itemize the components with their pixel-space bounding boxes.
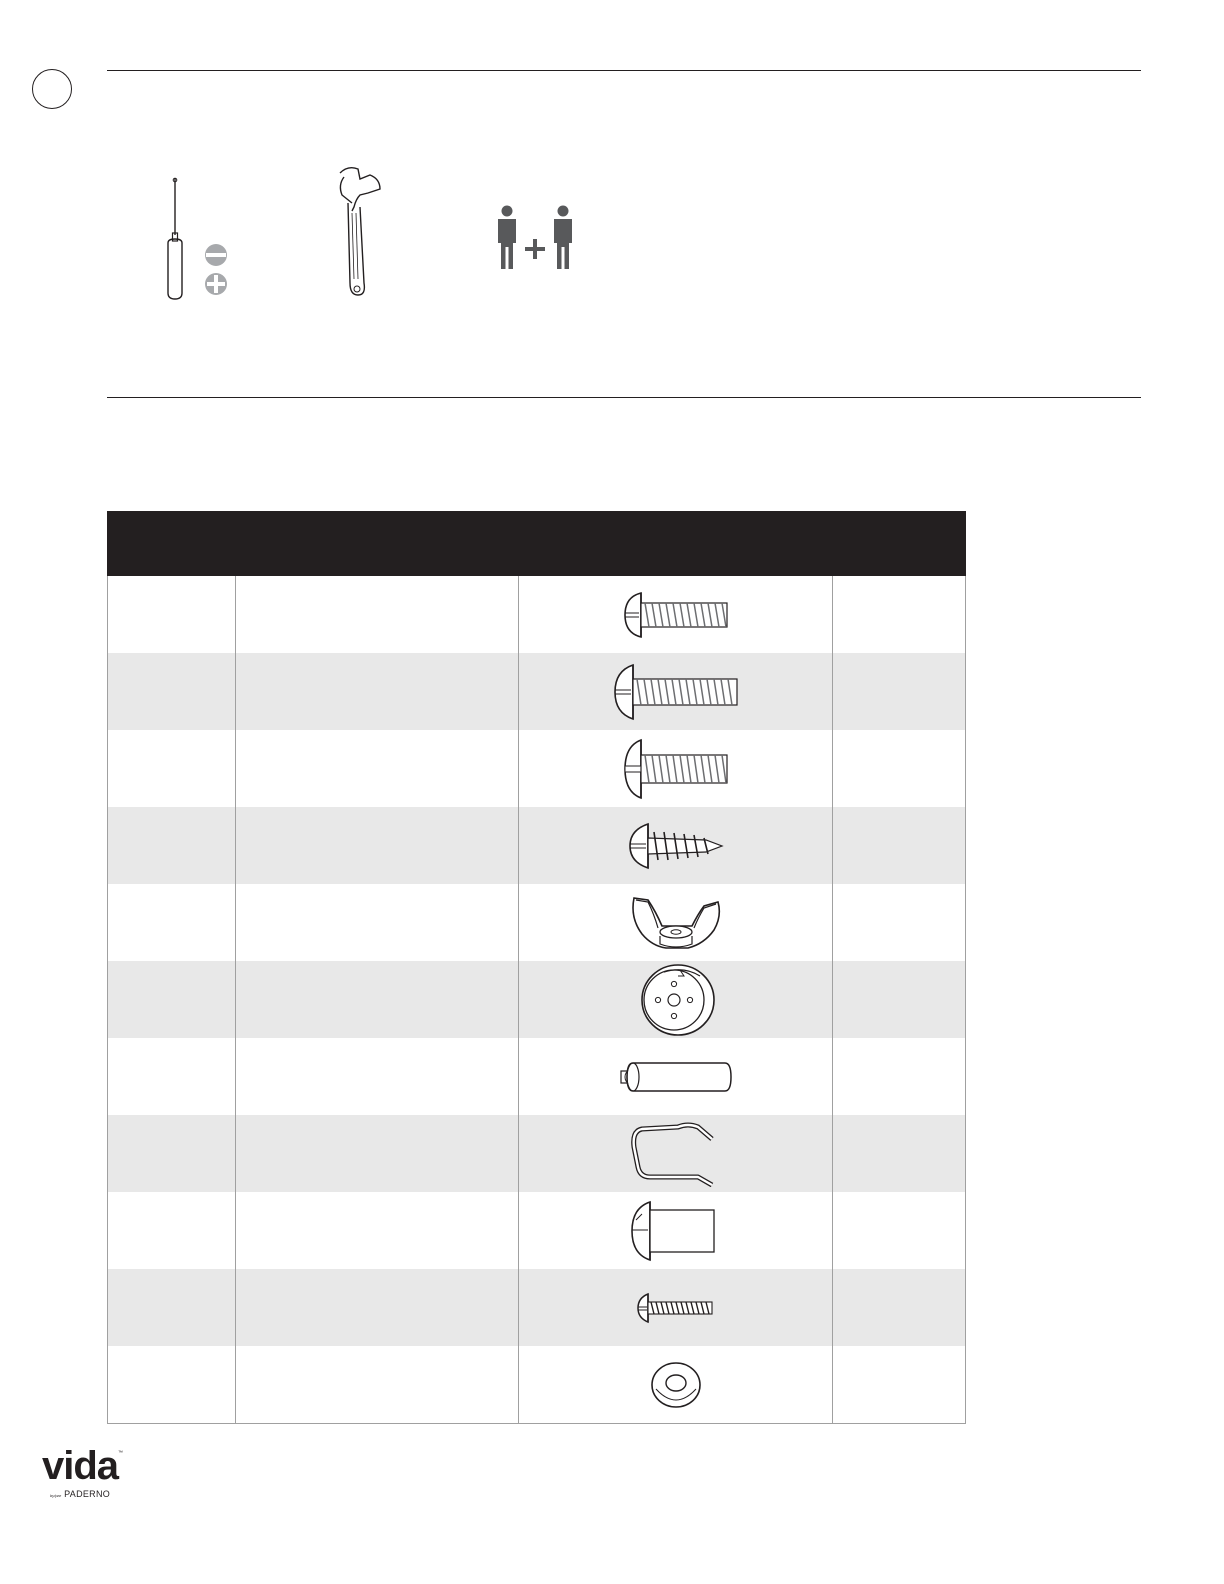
quantity-cell: [833, 653, 966, 730]
key-cell: [108, 884, 236, 961]
table-row: [108, 576, 966, 653]
table-row: [108, 1346, 966, 1424]
brand-wordmark: vida: [42, 1444, 119, 1488]
brand-trademark: ™: [118, 1450, 123, 1456]
step-number-circle: [32, 69, 72, 109]
small-screw-icon: [636, 1288, 716, 1328]
picture-cell: [519, 1346, 833, 1424]
quantity-cell: [833, 807, 966, 884]
description-cell: [236, 653, 519, 730]
picture-cell: [519, 961, 833, 1038]
brand-subline: [50, 1488, 110, 1501]
machine-screw-medium-icon: [621, 587, 731, 643]
description-cell: [236, 884, 519, 961]
quantity-cell: [833, 1269, 966, 1346]
machine-screw-long-icon: [611, 661, 741, 723]
table-row: [108, 1269, 966, 1346]
header-cell-picture: [519, 511, 833, 576]
header-cell-key: [108, 511, 236, 576]
slotted-screw-icon: [621, 736, 731, 802]
quantity-cell: [833, 961, 966, 1038]
two-person-lift-icon: [492, 205, 582, 271]
key-cell: [108, 576, 236, 653]
quantity-cell: [833, 1192, 966, 1269]
key-cell: [108, 1038, 236, 1115]
picture-cell: [519, 576, 833, 653]
description-cell: [236, 730, 519, 807]
description-cell: [236, 1269, 519, 1346]
description-cell: [236, 1115, 519, 1192]
picture-cell: [519, 1038, 833, 1115]
wire-clip-icon: [628, 1121, 724, 1187]
parts-table-header: [108, 511, 966, 576]
picture-cell: [519, 653, 833, 730]
description-cell: [236, 1192, 519, 1269]
table-row: [108, 961, 966, 1038]
cylinder-spacer-icon: [619, 1057, 733, 1097]
picture-cell: [519, 807, 833, 884]
quantity-cell: [833, 884, 966, 961]
table-row: [108, 884, 966, 961]
brand-maker: PADERNO: [64, 1489, 111, 1499]
flat-head-icon: [203, 242, 229, 268]
header-cell-description: [236, 511, 519, 576]
key-cell: [108, 807, 236, 884]
wood-screw-icon: [626, 818, 726, 874]
table-row: [108, 1192, 966, 1269]
quantity-cell: [833, 1038, 966, 1115]
table-row: [108, 1115, 966, 1192]
description-cell: [236, 1346, 519, 1424]
top-divider: [107, 70, 1141, 71]
description-cell: [236, 576, 519, 653]
key-cell: [108, 653, 236, 730]
quantity-cell: [833, 730, 966, 807]
key-cell: [108, 1269, 236, 1346]
header-cell-quantity: [833, 511, 966, 576]
description-cell: [236, 1038, 519, 1115]
key-cell: [108, 1346, 236, 1424]
table-row: [108, 653, 966, 730]
key-cell: [108, 1115, 236, 1192]
picture-cell: [519, 730, 833, 807]
description-cell: [236, 961, 519, 1038]
screwdriver-icon: [160, 175, 196, 305]
table-row: [108, 1038, 966, 1115]
parts-table: [107, 511, 966, 1424]
brand-by-label: by/par: [50, 1493, 62, 1498]
key-cell: [108, 1192, 236, 1269]
picture-cell: [519, 884, 833, 961]
key-cell: [108, 961, 236, 1038]
cap-nut-icon: [628, 1198, 724, 1264]
adjustable-wrench-icon: [330, 163, 386, 303]
section-divider: [107, 397, 1141, 398]
wing-nut-icon: [626, 892, 726, 954]
description-cell: [236, 807, 519, 884]
table-row: [108, 730, 966, 807]
picture-cell: [519, 1115, 833, 1192]
key-cell: [108, 730, 236, 807]
washer-icon: [648, 1359, 704, 1411]
brand-logo: [42, 1444, 123, 1499]
phillips-head-icon: [203, 271, 229, 297]
table-row: [108, 807, 966, 884]
quantity-cell: [833, 1115, 966, 1192]
quantity-cell: [833, 576, 966, 653]
round-cap-icon: [634, 962, 718, 1038]
quantity-cell: [833, 1346, 966, 1424]
picture-cell: [519, 1269, 833, 1346]
picture-cell: [519, 1192, 833, 1269]
